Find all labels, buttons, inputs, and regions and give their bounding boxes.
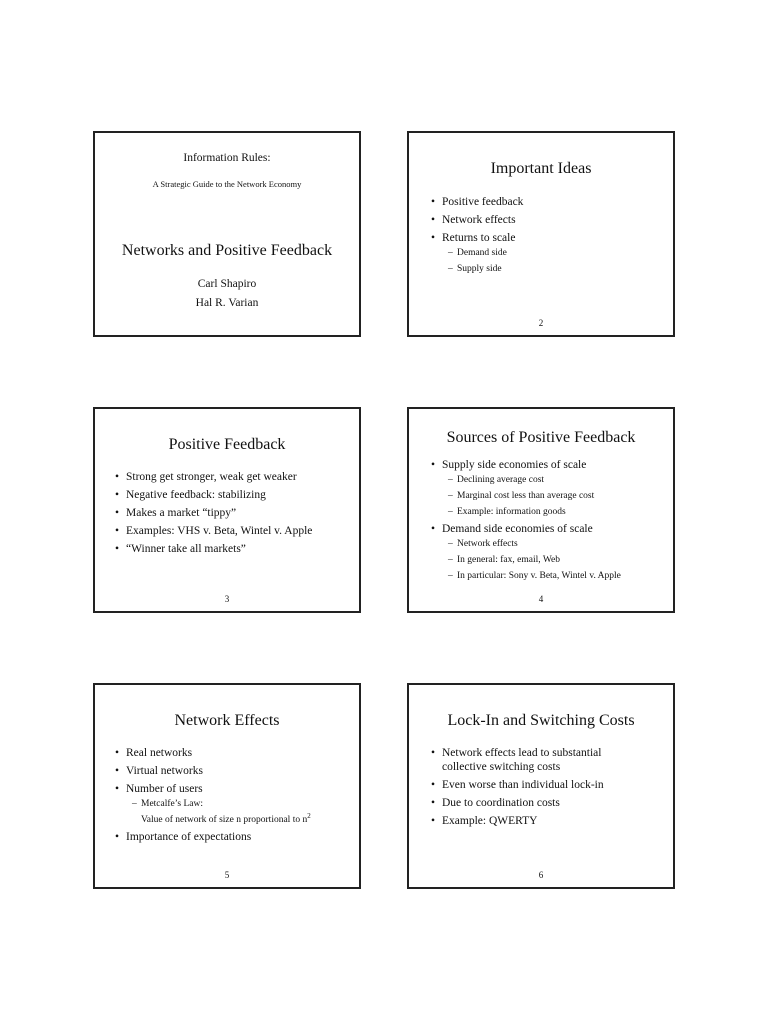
slide-1-author-1: Carl Shapiro [197,278,257,290]
sub-list-item: – Example: information goods [448,507,566,517]
slide-3-bullets [115,470,312,560]
slide-5-bullets [115,746,311,848]
list-item: • Network effects lead to substantial collective switching costs [431,747,602,773]
list-item: • Examples: VHS v. Beta, Wintel v. Apple [115,525,313,537]
list-item: • Strong get stronger, weak get weaker [115,471,297,483]
sub-list-item: – Network effects [448,539,518,549]
slide-1-title: Networks and Positive Feedback [121,242,333,259]
slide-6-title: Lock-In and Switching Costs [447,712,635,729]
sub-list-item: – In general: fax, email, Web [448,555,560,565]
slide-number: 5 [224,870,230,880]
slide-4-title: Sources of Positive Feedback [446,429,636,446]
slide-6-bullets [431,746,604,832]
list-item: • Returns to scale – Demand side – Supply side [431,231,523,275]
list-item: • “Winner take all markets” [115,543,246,555]
slide-1 [93,131,361,337]
sub-list-item: – Metcalfe’s Law: Value of network of size n proportional to $n^2$ [132,799,311,826]
slide-1-subtitle: A Strategic Guide to the Network Economy [152,179,302,189]
slide-number: 6 [538,870,544,880]
slide-6 [407,683,675,889]
list-item: • Even worse than individual lock-in [431,779,604,791]
list-item: • Importance of expectations [115,831,252,844]
slide-3 [93,407,361,613]
slide-2-bullets [431,195,523,279]
sub-list-item: – In particular: Sony v. Beta, Wintel v. Apple [448,571,621,581]
sub-list-item: – Supply side [448,264,502,274]
list-item: • Network effects [431,214,516,226]
list-item: • Makes a market “tippy” [115,507,237,519]
sub-list-item: – Declining average cost [448,475,545,485]
list-item: • Due to coordination costs [431,797,560,809]
slide-1-heading: Information Rules: [183,152,271,164]
list-item: • Number of users – Metcalfe’s Law: Value of network of size n proportional to $n^2$ [115,783,311,826]
list-item: • Real networks [115,747,193,759]
list-item: • Virtual networks [115,765,203,777]
list-item: • Example: QWERTY [431,815,538,827]
slide-1-author-2: Hal R. Varian [195,297,259,309]
list-item: • Demand side economies of scale – Network effects – In general: fax, email, Web – In particular: Sony v. Beta, Wintel v. Apple [431,523,621,581]
list-item: • Supply side economies of scale – Declining average cost – Marginal cost less than average cost – Example: information goods [431,458,621,518]
slide-5-title: Network Effects [174,712,280,729]
slide-5 [93,683,361,889]
slide-4 [407,407,675,613]
slide-2 [407,131,675,337]
slide-3-title: Positive Feedback [168,436,286,453]
sub-list-item: – Marginal cost less than average cost [448,491,595,501]
slide-4-bullets [431,458,621,586]
list-item: • Negative feedback: stabilizing [115,489,266,501]
list-item: • Positive feedback [431,196,524,208]
sub-list-item: – Demand side [448,248,507,258]
slide-number: 3 [224,594,230,604]
slide-number: 4 [538,594,544,604]
slide-number: 2 [538,318,544,328]
slide-2-title: Important Ideas [490,160,592,177]
